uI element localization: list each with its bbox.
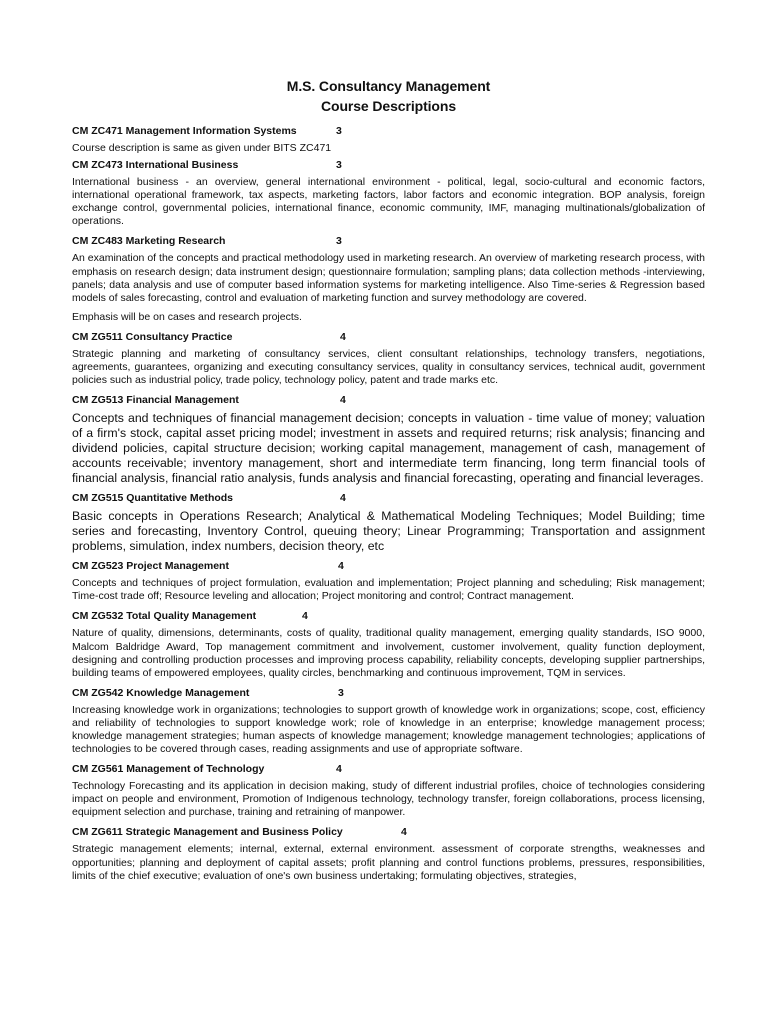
- course-cm-zg511: [72, 330, 705, 387]
- course-code-name: CM ZG511 Consultancy Practice: [72, 330, 233, 343]
- course-heading: [72, 234, 705, 248]
- course-credits: 4: [340, 394, 346, 407]
- course-description: An examination of the concepts and practical methodology used in marketing research. An overview of marketing research process, with emphasis on research design; data instrument design; questionnaire formulation; sampling plans; data collection methods -interviewing, panels; data analysis and use of computer based information systems for marketing intelligence. Also Time-series & Regression based models of sales forecasting, control and evaluation of marketing function and survey methodology are covered.: [72, 252, 705, 304]
- document-page: [72, 76, 705, 889]
- course-heading: [72, 158, 705, 172]
- course-code-name: CM ZG611 Strategic Management and Business Policy: [72, 826, 343, 839]
- course-description: Course description is same as given under BITS ZC471: [72, 142, 332, 154]
- course-description: Concepts and techniques of financial management decision; concepts in valuation - time value of money; valuation of a firm's stock, capital asset pricing model; investment in assets and required returns; risk analysis; financing and dividend policies, capital structure decision; working capital management, management of cash, management of accounts receivable; inventory management, short and intermediate term financing, long term financial tools of financial analysis, financial ratio analysis, funds analysis and financial forecasting, operating and financial leverages.: [72, 411, 705, 486]
- course-credits: 4: [302, 610, 308, 623]
- course-credits: 3: [338, 686, 344, 699]
- course-heading: [72, 686, 705, 700]
- course-heading: [72, 491, 705, 505]
- course-credits: 3: [336, 159, 342, 172]
- course-credits: 4: [338, 560, 344, 573]
- course-cm-zg532: [72, 609, 705, 679]
- course-cm-zc483: [72, 234, 705, 323]
- course-cm-zg542: [72, 686, 705, 756]
- course-code-name: CM ZG542 Knowledge Management: [72, 686, 250, 699]
- course-code-name: CM ZG513 Financial Management: [72, 394, 239, 407]
- course-credits: 4: [336, 763, 342, 776]
- course-credits: 3: [336, 235, 342, 248]
- course-description: Strategic management elements; internal, external, external environment. assessment of corporate strengths, weaknesses and opportunities; planning and deployment of capital assets; profit planning and control functions problems, pressures, responsibilities, limits of the chief executive; evaluation of one's own business undertaking; formulating objectives, strategies,: [72, 843, 705, 882]
- course-credits: 4: [340, 330, 346, 343]
- course-code-name: CM ZC471 Management Information Systems: [72, 125, 297, 137]
- course-cm-zg523: [72, 559, 705, 603]
- course-credits: 3: [336, 125, 342, 137]
- course-code-name: CM ZG532 Total Quality Management: [72, 610, 257, 623]
- course-code-name: CM ZG561 Management of Technology: [72, 763, 265, 776]
- course-credits: 4: [340, 492, 346, 505]
- course-cm-zc473: [72, 158, 705, 228]
- document-title: M.S. Consultancy Management: [286, 78, 491, 94]
- course-description: Increasing knowledge work in organizations; technologies to support growth of knowledge work in organizations; scope, cost, efficiency and reliability of technologies to support knowledge work; role of knowledge in an enterprise; knowledge management process; knowledge management strategies; human aspects of knowledge management; knowledge management technologies; applications of technologies to be covered through cases, reading assignments and use of appropriate software.: [72, 703, 705, 756]
- course-cm-zc471: [72, 124, 705, 155]
- course-heading: [72, 393, 705, 407]
- course-cm-zg515: [72, 491, 705, 554]
- course-cm-zg561: [72, 762, 705, 819]
- course-cm-zg611: [72, 825, 705, 882]
- course-heading: [72, 124, 705, 138]
- course-heading: [72, 762, 705, 776]
- course-code-name: CM ZG515 Quantitative Methods: [72, 492, 234, 505]
- course-description: International business - an overview, general international environment - political, legal, socio-cultural and economic factors, international operational framework, tax aspects, marketing factors, labor factors and economic integration. BOP analysis, foreign exchange control, governmental policies, international finance, economic community, IMF, managing multinationals/globalization of operations.: [72, 176, 705, 228]
- course-description: Strategic planning and marketing of consultancy services, client consultant relationships, technology transfers, negotiations, agreements, guarantees, organizing and executing consultancy services, quality in consultancy services, technical audit, government policies such as industrial policy, trade policy, technology policy, patent and trade marks etc.: [72, 347, 705, 387]
- course-description-note: Emphasis will be on cases and research projects.: [72, 310, 302, 323]
- course-description: Nature of quality, dimensions, determinants, costs of quality, traditional quality management, emerging quality standards, ISO 9000, Malcom Baldridge Award, Top management commitment and involvement, customer involvement, quality function deployment, designing and controlling production processes and improving process capability, reliability concepts, developing supplier partnerships, building teams of empowered employees, quality circles, benchmarking and continuous improvement, TQM in services.: [72, 627, 705, 679]
- course-heading: [72, 330, 705, 344]
- course-code-name: CM ZC473 International Business: [72, 159, 239, 172]
- course-cm-zg513: [72, 393, 705, 486]
- course-heading: [72, 825, 705, 839]
- course-code-name: CM ZG523 Project Management: [72, 560, 229, 573]
- course-heading: [72, 559, 705, 573]
- course-description: Technology Forecasting and its application in decision making, study of different industrial profiles, choice of technologies considering impact on people and environment, Promotion of Indigenous technology, technology transfer, foreign collaborations, process licensing, equipment selection and purchase, training and retraining of manpower.: [72, 780, 705, 819]
- course-heading: [72, 609, 705, 623]
- course-credits: 4: [401, 826, 407, 839]
- document-subtitle: Course Descriptions: [320, 98, 457, 114]
- course-description: Concepts and techniques of project formulation, evaluation and implementation; Project planning and scheduling; Risk management; Time-cost trade off; Resource leveling and allocation; Project monitoring and control; Contract management.: [72, 577, 705, 603]
- course-code-name: CM ZC483 Marketing Research: [72, 235, 226, 248]
- course-description: Basic concepts in Operations Research; Analytical & Mathematical Modeling Techniques; Model Building; time series and forecasting, Inventory Control, queuing theory; Linear Programming; Transportation and assignment problems, simulation, index numbers, decision theory, etc: [72, 509, 705, 554]
